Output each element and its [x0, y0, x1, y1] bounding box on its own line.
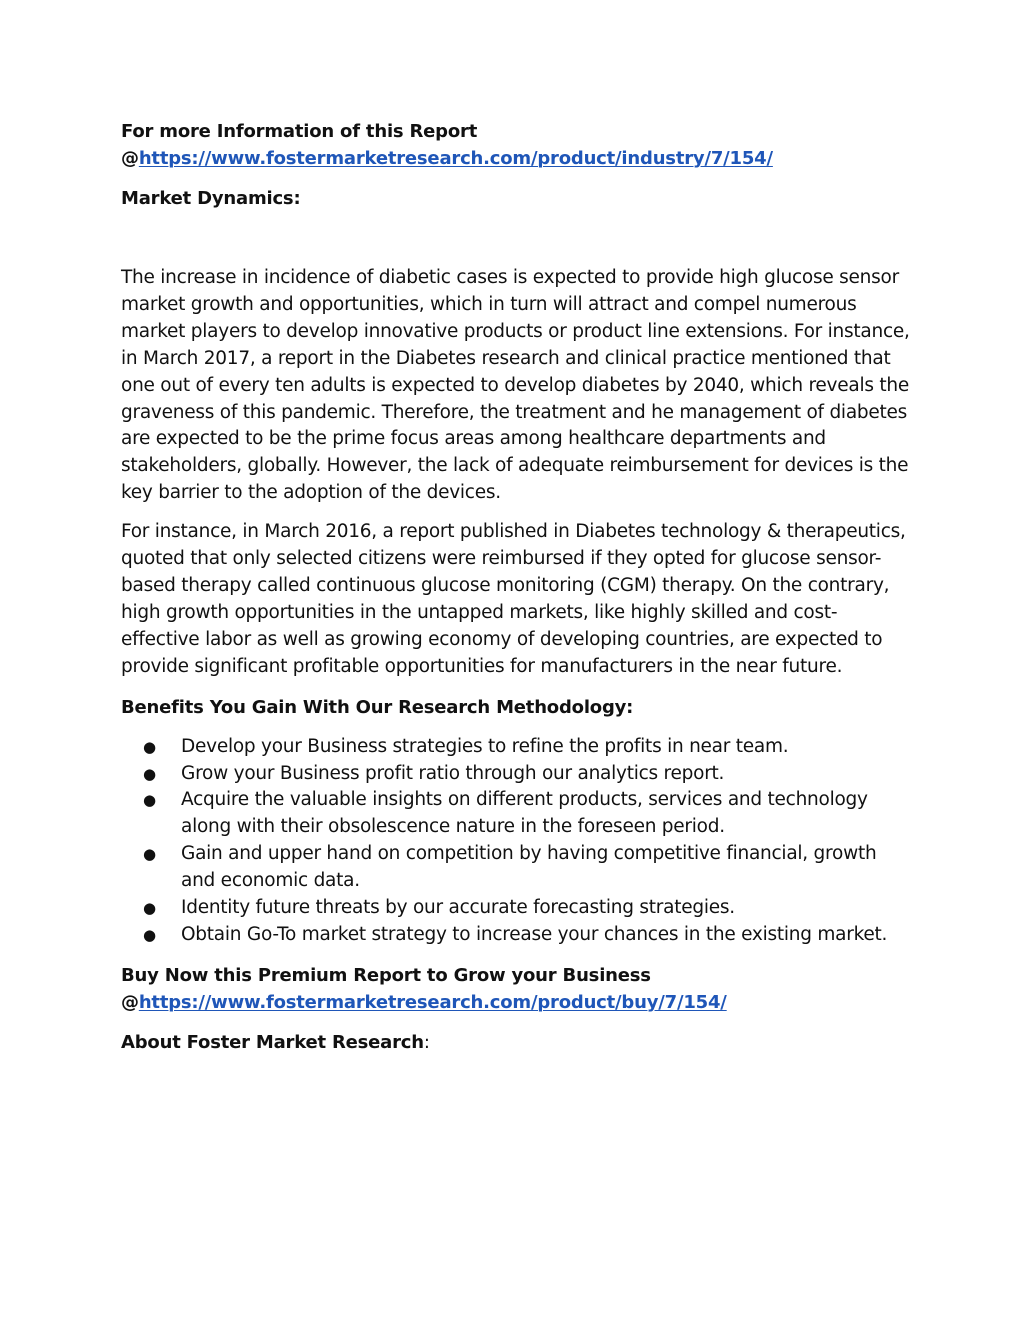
buy-now-label: Buy Now this Premium Report to Grow your Business — [121, 964, 651, 986]
more-info-link[interactable]: https://www.fostermarketresearch.com/product/industry/7/154/ — [138, 148, 773, 169]
list-item-text: Identity future threats by our accurate forecasting strategies. — [181, 897, 735, 919]
market-dynamics-paragraph-1: The increase in incidence of diabetic cases is expected to provide high glucose sensor market growth and opportunities, which in turn will attract and compel numerous market players to develop innovative products or product line extensions. For instance, in March 2017, a report in the Diabetes research and clinical practice mentioned that one out of every ten adults is expected to develop diabetes by 2040, which reveals the graveness of this pandemic. Therefore, the treatment and he management of diabetes are expected to be the prime focus areas among healthcare departments and stakeholders, globally. However, the lack of adequate reimbursement for devices is the key barrier to the adoption of the devices. — [121, 267, 910, 504]
benefits-heading: Benefits You Gain With Our Research Methodology: — [121, 696, 634, 718]
list-item — [121, 841, 911, 895]
list-item — [121, 761, 911, 788]
document-page — [121, 118, 911, 1056]
more-info-heading — [121, 118, 911, 172]
list-item — [121, 787, 911, 841]
bullet-icon: ● — [143, 925, 156, 944]
bullet-icon: ● — [143, 791, 156, 810]
at-symbol: @ — [121, 991, 139, 1013]
list-item — [121, 895, 911, 922]
bullet-icon: ● — [143, 737, 156, 756]
buy-now-link-line — [121, 989, 911, 1016]
bullet-icon: ● — [143, 764, 156, 783]
list-item-text: Gain and upper hand on competition by having competitive financial, growth and economic data. — [181, 843, 877, 892]
more-info-link-line — [121, 145, 911, 172]
market-dynamics-heading: Market Dynamics: — [121, 188, 301, 209]
buy-now-heading — [121, 962, 911, 1016]
list-item-text: Acquire the valuable insights on different products, services and technology along with their obsolescence nature in the foreseen period. — [181, 789, 868, 838]
buy-now-link[interactable]: https://www.fostermarketresearch.com/product/buy/7/154/ — [138, 991, 727, 1013]
list-item-text: Develop your Business strategies to refine the profits in near team. — [181, 735, 789, 757]
bullet-icon: ● — [143, 899, 156, 918]
bullet-icon: ● — [143, 845, 156, 864]
list-item — [121, 734, 911, 761]
about-heading — [121, 1029, 911, 1056]
more-info-label: For more Information of this Report — [121, 121, 478, 142]
at-symbol: @ — [121, 148, 139, 169]
list-item-text: Obtain Go-To market strategy to increase your chances in the existing market. — [181, 923, 888, 945]
benefits-list — [121, 734, 911, 949]
about-colon: : — [423, 1031, 430, 1053]
list-item-text: Grow your Business profit ratio through our analytics report. — [181, 762, 725, 784]
list-item — [121, 922, 911, 949]
about-heading-text: About Foster Market Research — [121, 1031, 424, 1053]
market-dynamics-paragraph-2: For instance, in March 2016, a report published in Diabetes technology & therapeutics, quoted that only selected citizens were reimbursed if they opted for glucose sensor-based therapy called continuous glucose monitoring (CGM) therapy. On the contrary, high growth opportunities in the untapped markets, like highly skilled and cost-effective labor as well as growing economy of developing countries, are expected to provide significant profitable opportunities for manufacturers in the near future. — [121, 521, 906, 677]
